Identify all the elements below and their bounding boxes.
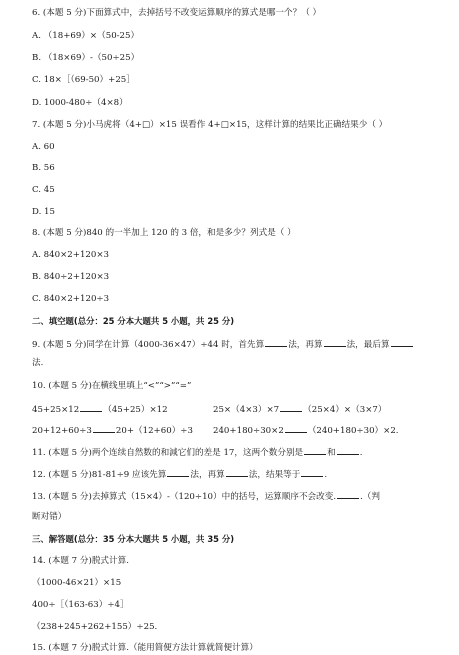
q10-r2l-expr-a: 20+12+60÷3 <box>32 426 92 436</box>
q10-blank-4[interactable] <box>285 425 307 433</box>
q9-blank-2[interactable] <box>324 339 346 347</box>
q12-blank-3[interactable] <box>301 469 323 477</box>
q15-stem: 15. (本题 7 分)脱式计算.（能用简便方法计算就简便计算） <box>32 643 258 653</box>
q14-item-3: （238+245+262+155）÷25. <box>32 622 158 632</box>
q10-row1-right <box>213 404 386 415</box>
q6-option-a: A. （18+69）×（50-25） <box>32 31 140 41</box>
q6-option-b: B. （18×69）-（50÷25） <box>32 53 140 63</box>
q12-blank-1[interactable] <box>167 469 189 477</box>
q13-line-1 <box>32 491 380 502</box>
q13-text-b: .（判 <box>360 492 380 502</box>
q6-stem: 6. (本题 5 分)下面算式中，去掉括号不改变运算顺序的算式是哪一个？（ ） <box>32 8 322 18</box>
q10-row2-right <box>213 425 399 436</box>
q8-stem: 8. (本题 5 分)840 的一半加上 120 的 3 倍，和是多少？列式是（ ） <box>32 228 296 238</box>
q13-text-c: 断对错） <box>32 512 67 522</box>
q7-option-d: D. 15 <box>32 207 55 217</box>
q8-option-c: C. 840×2+120÷3 <box>32 294 110 304</box>
q11-text-c: . <box>359 448 363 458</box>
q9-text-b: 法，再算 <box>288 340 323 350</box>
q6-option-d: D. 1000-480÷（4×8） <box>32 98 128 108</box>
q7-option-a: A. 60 <box>32 142 55 152</box>
q9-text-a: 9. (本题 5 分)同学在计算（4000-36×47）÷44 时，首先算 <box>32 340 265 350</box>
q7-option-c: C. 45 <box>32 185 55 195</box>
q11-line <box>32 447 363 458</box>
q14-item-1: （1000-46×21）×15 <box>32 578 122 588</box>
q10-row2-left <box>32 425 193 436</box>
q11-blank-2[interactable] <box>337 447 359 455</box>
q10-r1l-expr-b: （45+25）×12 <box>103 405 168 415</box>
q11-blank-1[interactable] <box>304 447 326 455</box>
q10-blank-3[interactable] <box>93 425 115 433</box>
q12-blank-2[interactable] <box>226 469 248 477</box>
q6-option-c: C. 18×［（69-50）+25］ <box>32 75 135 85</box>
q12-text-a: 12. (本题 5 分)81-81÷9 应该先算 <box>32 470 167 480</box>
q10-r2r-expr-b: （240+180÷30）×2. <box>307 426 399 436</box>
q9-text-d: 法. <box>32 358 44 368</box>
q10-row1-left <box>32 404 168 415</box>
q13-blank[interactable] <box>337 491 359 499</box>
q9-blank-3[interactable] <box>391 339 413 347</box>
q11-text-a: 11. (本题 5 分)两个连续自然数的和減它们的差是 17，这两个数分别是 <box>32 448 304 458</box>
q13-text-a: 13. (本题 5 分)去掉算式（15×4）-（120÷10）中的括号，运算顺序不会改变. <box>32 492 337 502</box>
q12-text-b: 法，再算 <box>190 470 225 480</box>
q11-text-b: 和 <box>327 448 336 458</box>
q10-r2l-expr-b: 20+（12+60）÷3 <box>115 426 193 436</box>
section-3-title: 三、解答题(总分：35 分本大题共 5 小题，共 35 分) <box>32 534 235 544</box>
q10-r1l-expr-a: 45+25×12 <box>32 405 80 415</box>
q10-stem: 10. (本题 5 分)在横线里填上“<”“>”“=” <box>32 381 192 391</box>
q12-text-d: . <box>324 470 328 480</box>
q9-blank-1[interactable] <box>265 339 287 347</box>
q7-stem: 7. (本题 5 分)小马虎将（4+□）×15 误看作 4+□×15，这样计算的结果比正确结果少（ ） <box>32 120 388 130</box>
q8-option-b: B. 840÷2+120×3 <box>32 272 110 282</box>
q10-r2r-expr-a: 240+180÷30×2 <box>213 426 284 436</box>
q7-option-b: B. 56 <box>32 163 55 173</box>
q14-item-2: 400÷［（163-63）÷4］ <box>32 600 129 610</box>
section-2-title: 二、填空题(总分：25 分本大题共 5 小题，共 25 分) <box>32 316 235 326</box>
q10-blank-1[interactable] <box>80 404 102 412</box>
q9-line-1 <box>32 339 414 350</box>
q14-stem: 14. (本题 7 分)脱式计算. <box>32 556 129 566</box>
q10-r1r-expr-a: 25×（4×3）×7 <box>213 405 280 415</box>
q8-option-a: A. 840×2+120×3 <box>32 250 110 260</box>
q10-r1r-expr-b: （25×4）×（3×7） <box>303 405 387 415</box>
q12-text-c: 法，结果等于 <box>248 470 301 480</box>
q9-text-c: 法，最后算 <box>346 340 390 350</box>
q10-blank-2[interactable] <box>280 404 302 412</box>
q12-line <box>32 469 327 480</box>
